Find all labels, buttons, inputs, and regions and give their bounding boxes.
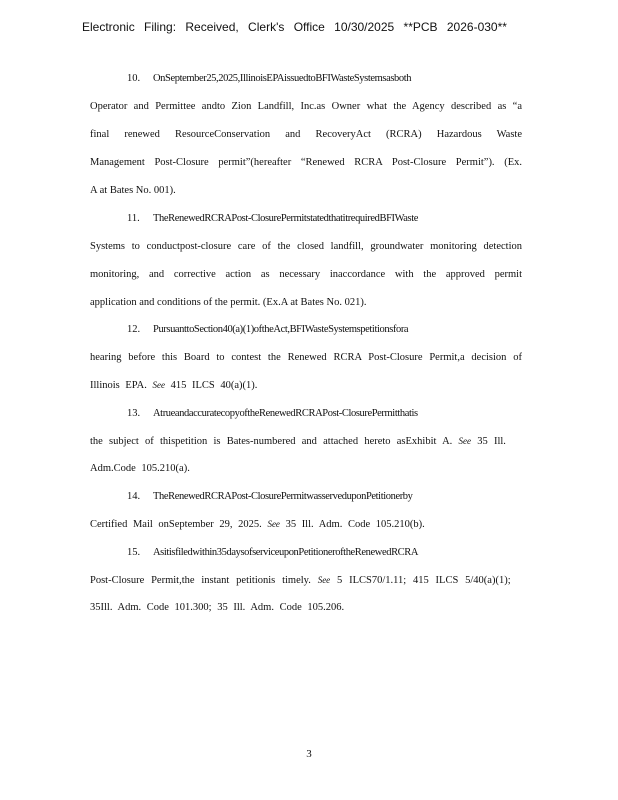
paragraph-11-first-line: 11. TheRenewedRCRAPost-ClosurePermitstatedthatitrequiredBFIWaste (127, 213, 419, 224)
paragraph-number: 12. (127, 324, 141, 335)
page-number: 3 (306, 748, 312, 760)
paragraph-15-line: Post-Closure Permit,the instant petitionis timely. See 5 ILCS70/1.11; 415 ILCS 5/40(a)(1); (90, 575, 511, 586)
paragraph-13-line: the subject of thispetition is Bates-numbered and attached hereto asExhibit A. See 35 Ill. (90, 436, 506, 447)
paragraph-15-first-line: 15. Asitisfiledwithin35daysofserviceuponPetitioneroftheRenewedRCRA (127, 547, 419, 558)
paragraph-11-line: monitoring, and corrective action as necessary inaccordance with the approved permit (90, 269, 522, 280)
paragraph-10-line: Management Post-Closure permit”(hereafter “Renewed RCRA Post-Closure Permit”). (Ex. (90, 157, 522, 168)
paragraph-11-line: Systems to conductpost-closure care of the closed landfill, groundwater monitoring detection (90, 241, 522, 252)
paragraph-15-line: 35Ill. Adm. Code 101.300; 35 Ill. Adm. Code 105.206. (90, 602, 345, 613)
filing-header: Electronic Filing: Received, Clerk's Office 10/30/2025 **PCB 2026-030** (82, 20, 507, 34)
paragraph-11-line: application and conditions of the permit. (Ex.A at Bates No. 021). (90, 297, 367, 308)
paragraph-13-line: Adm.Code 105.210(a). (90, 463, 190, 474)
paragraph-13-first-line: 13. AtrueandaccuratecopyoftheRenewedRCRAPost-ClosurePermitthatis (127, 408, 418, 419)
paragraph-14-first-line: 14. TheRenewedRCRAPost-ClosurePermitwasserveduponPetitionerby (127, 491, 413, 502)
paragraph-number: 15. (127, 547, 141, 558)
paragraph-10-line: A at Bates No. 001). (90, 185, 176, 196)
paragraph-10-first-line: 10. OnSeptember25,2025,IllinoisEPAissuedtoBFIWasteSystemsasboth (127, 73, 412, 84)
see-citation-signal: See (458, 436, 472, 446)
paragraph-10-line: final renewed ResourceConservation and RecoveryAct (RCRA) Hazardous Waste (90, 129, 522, 140)
paragraph-12-line: Illinois EPA. See 415 ILCS 40(a)(1). (90, 380, 258, 391)
see-citation-signal: See (267, 519, 280, 529)
paragraph-12-first-line: 12. PursuanttoSection40(a)(1)oftheAct,BFIWasteSystemspetitionsfora (127, 324, 409, 335)
paragraph-number: 11. (127, 213, 140, 224)
paragraph-10-line: Operator and Permittee andto Zion Landfill, Inc.as Owner what the Agency described as “a (90, 101, 522, 112)
paragraph-12-line: hearing before this Board to contest the Renewed RCRA Post-Closure Permit,a decision of (90, 352, 522, 363)
paragraph-number: 10. (127, 73, 141, 84)
paragraph-number: 13. (127, 408, 141, 419)
paragraph-number: 14. (127, 491, 141, 502)
see-citation-signal: See (152, 380, 165, 390)
paragraph-14-line: Certified Mail onSeptember 29, 2025. See 35 Ill. Adm. Code 105.210(b). (90, 519, 425, 530)
see-citation-signal: See (317, 575, 331, 585)
